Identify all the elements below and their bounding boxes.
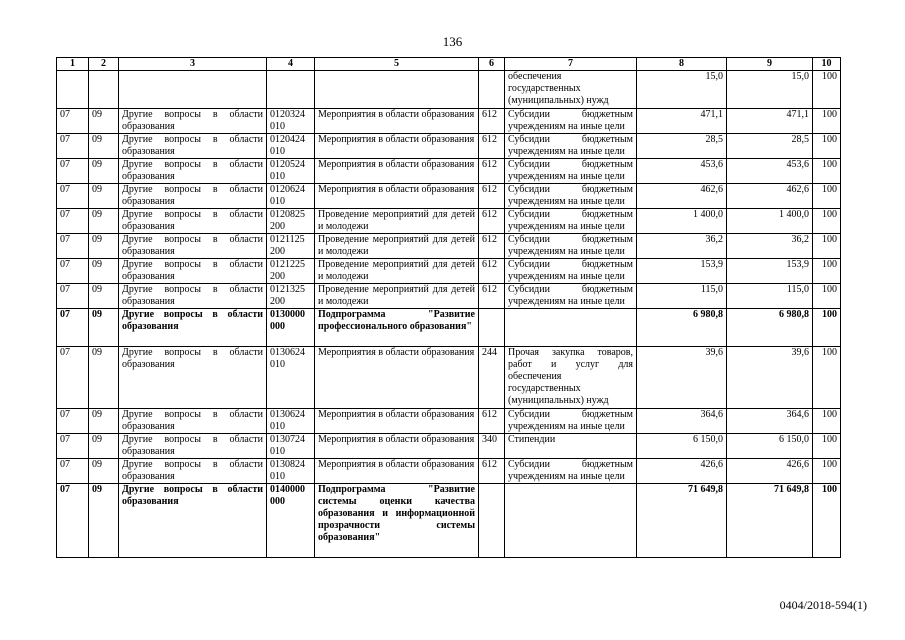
cell-name: Другие вопросы в области образования: [119, 159, 267, 184]
cell-type: 244: [479, 347, 505, 409]
header-cell: 5: [315, 58, 479, 71]
table-row: [57, 409, 841, 434]
continuation-row: [57, 71, 841, 109]
cell-percent: 100: [813, 159, 841, 184]
cell-percent: 100: [813, 434, 841, 459]
cell-expense-type: Субсидии бюджетным учреждениям на иные цели: [505, 284, 637, 309]
cell-percent: 100: [813, 284, 841, 309]
cell-name: Другие вопросы в области образования: [119, 459, 267, 484]
cell-subsection: 09: [89, 159, 119, 184]
cell-code: 0120324 010: [267, 109, 315, 134]
cell-section: 07: [57, 309, 89, 347]
cell-section: 07: [57, 234, 89, 259]
cell-subsection: 09: [89, 134, 119, 159]
header-cell: 1: [57, 58, 89, 71]
cell-name: Другие вопросы в области образования: [119, 134, 267, 159]
cell-type: [479, 309, 505, 347]
table-row: [57, 434, 841, 459]
table-row: [57, 484, 841, 558]
cell-percent: 100: [813, 209, 841, 234]
cell-plan: 71 649,8: [637, 484, 727, 558]
page-number: 136: [442, 34, 463, 49]
document-code: 0404/2018-594(1): [779, 598, 867, 612]
header-cell: 4: [267, 58, 315, 71]
cell-fact: 6 980,8: [727, 309, 813, 347]
cell-type: 612: [479, 209, 505, 234]
cell-percent: 100: [813, 134, 841, 159]
cell-type: [479, 71, 505, 109]
cell-percent: 100: [813, 184, 841, 209]
cell-section: 07: [57, 484, 89, 558]
cell-name: Другие вопросы в области образования: [119, 347, 267, 409]
cell-type: 612: [479, 234, 505, 259]
table-row: [57, 109, 841, 134]
cell-event: Проведение мероприятий для детей и молодежи: [315, 234, 479, 259]
cell-subsection: 09: [89, 234, 119, 259]
cell-section: 07: [57, 459, 89, 484]
header-row: [57, 58, 841, 71]
cell-plan: 364,6: [637, 409, 727, 434]
cell-event: Мероприятия в области образования: [315, 434, 479, 459]
cell-section: 07: [57, 159, 89, 184]
cell-type: 612: [479, 459, 505, 484]
cell-type: 612: [479, 184, 505, 209]
cell-section: 07: [57, 184, 89, 209]
cell-fact: 36,2: [727, 234, 813, 259]
header-cell: 7: [505, 58, 637, 71]
cell-fact: 71 649,8: [727, 484, 813, 558]
cell-section: 07: [57, 259, 89, 284]
cell-expense-type: Субсидии бюджетным учреждениям на иные цели: [505, 109, 637, 134]
cell-expense-type: [505, 309, 637, 347]
cell-name: Другие вопросы в области образования: [119, 209, 267, 234]
cell-section: 07: [57, 434, 89, 459]
table-row: [57, 184, 841, 209]
cell-fact: 115,0: [727, 284, 813, 309]
cell-event: Мероприятия в области образования: [315, 134, 479, 159]
cell-subsection: 09: [89, 434, 119, 459]
cell-subsection: 09: [89, 347, 119, 409]
cell-name: Другие вопросы в области образования: [119, 309, 267, 347]
cell-event: Проведение мероприятий для детей и молодежи: [315, 209, 479, 234]
header-cell: 9: [727, 58, 813, 71]
cell-code: 0121225 200: [267, 259, 315, 284]
cell-code: 0130624 010: [267, 409, 315, 434]
cell-plan: 6 980,8: [637, 309, 727, 347]
cell-name: Другие вопросы в области образования: [119, 259, 267, 284]
cell-name: [119, 71, 267, 109]
cell-name: Другие вопросы в области образования: [119, 409, 267, 434]
cell-name: Другие вопросы в области образования: [119, 434, 267, 459]
table-row: [57, 309, 841, 347]
cell-subsection: 09: [89, 284, 119, 309]
cell-type: 612: [479, 259, 505, 284]
table-row: [57, 259, 841, 284]
cell-subsection: 09: [89, 259, 119, 284]
cell-code: 0140000 000: [267, 484, 315, 558]
cell-event: Проведение мероприятий для детей и молодежи: [315, 259, 479, 284]
cell-plan: 153,9: [637, 259, 727, 284]
cell-subsection: 09: [89, 459, 119, 484]
cell-expense-type: Субсидии бюджетным учреждениям на иные цели: [505, 209, 637, 234]
cell-fact: 28,5: [727, 134, 813, 159]
cell-expense-type: Субсидии бюджетным учреждениям на иные цели: [505, 184, 637, 209]
cell-section: 07: [57, 409, 89, 434]
cell-code: 0120424 010: [267, 134, 315, 159]
cell-subsection: 09: [89, 409, 119, 434]
table-row: [57, 134, 841, 159]
cell-percent: 100: [813, 259, 841, 284]
cell-percent: 100: [813, 347, 841, 409]
cell-percent: 100: [813, 309, 841, 347]
cell-code: 0120524 010: [267, 159, 315, 184]
cell-subsection: [89, 71, 119, 109]
cell-plan: 462,6: [637, 184, 727, 209]
cell-expense-type: Субсидии бюджетным учреждениям на иные цели: [505, 259, 637, 284]
cell-percent: 100: [813, 459, 841, 484]
cell-expense-type: [505, 484, 637, 558]
cell-type: [479, 484, 505, 558]
header-cell: 3: [119, 58, 267, 71]
table-row: [57, 459, 841, 484]
cell-plan: 453,6: [637, 159, 727, 184]
cell-percent: 100: [813, 71, 841, 109]
cell-type: 612: [479, 134, 505, 159]
table-row: [57, 284, 841, 309]
cell-event: [315, 71, 479, 109]
cell-expense-type: Субсидии бюджетным учреждениям на иные цели: [505, 409, 637, 434]
cell-subsection: 09: [89, 484, 119, 558]
cell-expense-type: Стипендии: [505, 434, 637, 459]
table-row: [57, 159, 841, 184]
cell-event: Мероприятия в области образования: [315, 459, 479, 484]
cell-section: 07: [57, 209, 89, 234]
cell-expense-type: Субсидии бюджетным учреждениям на иные цели: [505, 459, 637, 484]
cell-fact: 39,6: [727, 347, 813, 409]
cell-name: Другие вопросы в области образования: [119, 234, 267, 259]
cell-event: Мероприятия в области образования: [315, 347, 479, 409]
cell-plan: 28,5: [637, 134, 727, 159]
cell-fact: 6 150,0: [727, 434, 813, 459]
cell-name: Другие вопросы в области образования: [119, 484, 267, 558]
header-cell: 10: [813, 58, 841, 71]
cell-percent: 100: [813, 409, 841, 434]
cell-plan: 426,6: [637, 459, 727, 484]
cell-plan: 6 150,0: [637, 434, 727, 459]
cell-plan: 115,0: [637, 284, 727, 309]
cell-section: 07: [57, 134, 89, 159]
cell-plan: 1 400,0: [637, 209, 727, 234]
cell-expense-type: Субсидии бюджетным учреждениям на иные цели: [505, 234, 637, 259]
cell-section: 07: [57, 347, 89, 409]
cell-fact: 453,6: [727, 159, 813, 184]
cell-code: [267, 71, 315, 109]
budget-table: [56, 57, 841, 558]
cell-code: 0120624 010: [267, 184, 315, 209]
cell-type: 612: [479, 284, 505, 309]
cell-event: Мероприятия в области образования: [315, 159, 479, 184]
cell-section: 07: [57, 284, 89, 309]
cell-fact: 364,6: [727, 409, 813, 434]
cell-plan: 39,6: [637, 347, 727, 409]
cell-code: 0130824 010: [267, 459, 315, 484]
cell-event: Мероприятия в области образования: [315, 409, 479, 434]
cell-code: 0130000 000: [267, 309, 315, 347]
cell-event: Подпрограмма "Развитие профессионального образования": [315, 309, 479, 347]
header-cell: 2: [89, 58, 119, 71]
cell-name: Другие вопросы в области образования: [119, 109, 267, 134]
cell-code: 0121125 200: [267, 234, 315, 259]
cell-percent: 100: [813, 109, 841, 134]
cell-fact: 15,0: [727, 71, 813, 109]
cell-event: Подпрограмма "Развитие системы оценки качества образования и информационной прозрачности системы образования": [315, 484, 479, 558]
cell-fact: 471,1: [727, 109, 813, 134]
cell-expense-type: Субсидии бюджетным учреждениям на иные цели: [505, 134, 637, 159]
header-cell: 6: [479, 58, 505, 71]
cell-plan: 15,0: [637, 71, 727, 109]
header-cell: 8: [637, 58, 727, 71]
cell-expense-type: Субсидии бюджетным учреждениям на иные цели: [505, 159, 637, 184]
table-row: [57, 209, 841, 234]
cell-code: 0130624 010: [267, 347, 315, 409]
cell-subsection: 09: [89, 309, 119, 347]
cell-subsection: 09: [89, 184, 119, 209]
cell-section: 07: [57, 109, 89, 134]
cell-code: 0121325 200: [267, 284, 315, 309]
cell-event: Мероприятия в области образования: [315, 109, 479, 134]
cell-section: [57, 71, 89, 109]
cell-type: 340: [479, 434, 505, 459]
table-row: [57, 347, 841, 409]
cell-plan: 36,2: [637, 234, 727, 259]
cell-fact: 153,9: [727, 259, 813, 284]
cell-fact: 462,6: [727, 184, 813, 209]
cell-fact: 426,6: [727, 459, 813, 484]
cell-subsection: 09: [89, 109, 119, 134]
cell-expense-type: Прочая закупка товаров, работ и услуг для обеспечения государственных (муниципальных) нужд: [505, 347, 637, 409]
table-row: [57, 234, 841, 259]
cell-percent: 100: [813, 484, 841, 558]
cell-name: Другие вопросы в области образования: [119, 184, 267, 209]
cell-subsection: 09: [89, 209, 119, 234]
cell-code: 0130724 010: [267, 434, 315, 459]
cell-plan: 471,1: [637, 109, 727, 134]
cell-code: 0120825 200: [267, 209, 315, 234]
cell-type: 612: [479, 409, 505, 434]
cell-fact: 1 400,0: [727, 209, 813, 234]
cell-expense-type: обеспечения государственных (муниципальных) нужд: [505, 71, 637, 109]
cell-type: 612: [479, 109, 505, 134]
cell-percent: 100: [813, 234, 841, 259]
cell-event: Мероприятия в области образования: [315, 184, 479, 209]
cell-type: 612: [479, 159, 505, 184]
cell-name: Другие вопросы в области образования: [119, 284, 267, 309]
cell-event: Проведение мероприятий для детей и молодежи: [315, 284, 479, 309]
